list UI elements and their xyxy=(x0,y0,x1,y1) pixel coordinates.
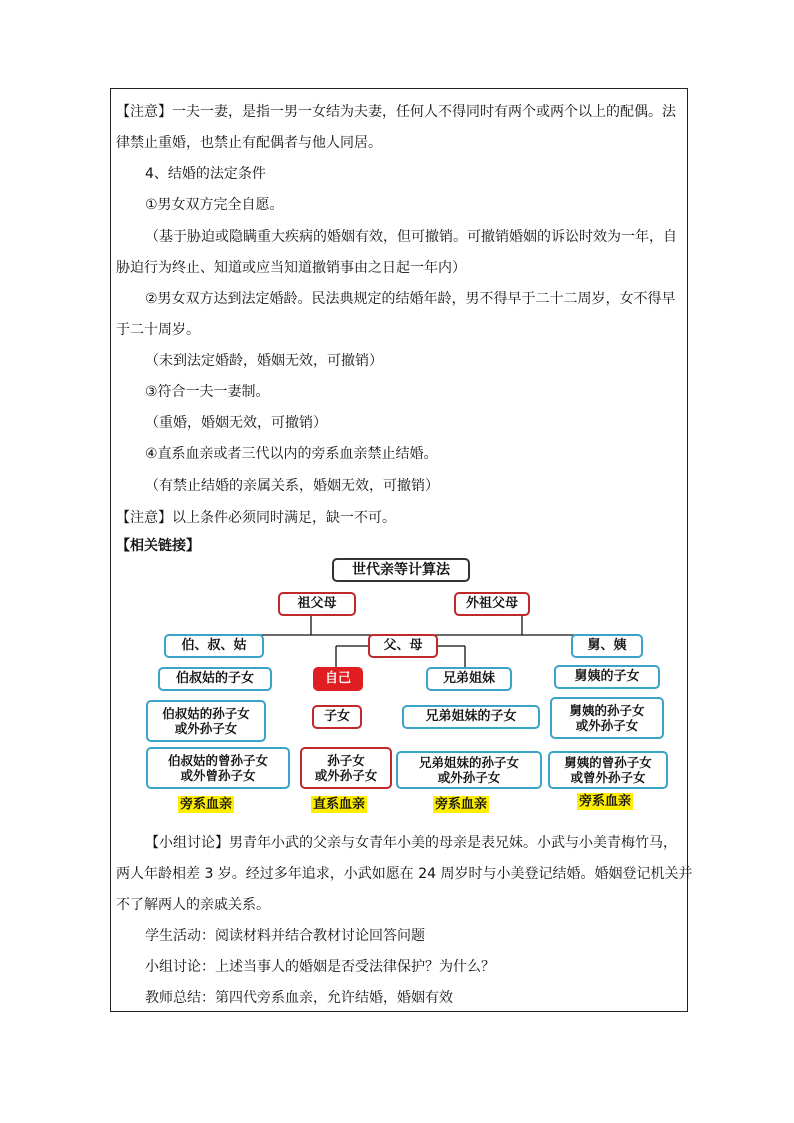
node-line: 或外孙子女 xyxy=(174,721,238,736)
node-line: 舅姨的曾孙子女 xyxy=(564,755,652,770)
maternal-cousins-node: 舅姨的子女 xyxy=(554,665,660,689)
diagram-title: 世代亲等计算法 xyxy=(332,558,470,582)
paternal-grandchildren-node xyxy=(146,700,266,742)
text-line: ②男女双方达到法定婚龄。民法典规定的结婚年龄，男不得早于二十二周岁，女不得早 xyxy=(145,291,676,307)
maternal-grandchildren-node xyxy=(550,697,664,739)
sibling-grandchildren-node xyxy=(396,751,542,789)
self-node: 自己 xyxy=(313,667,363,691)
group-discussion-case: 【小组讨论】男青年小武的父亲与女青年小美的母亲是表兄妹。小武与小美青梅竹马， xyxy=(145,835,677,851)
parents-node: 父、母 xyxy=(368,634,438,658)
paternal-uncles-aunts-node: 伯、叔、姑 xyxy=(164,634,264,658)
text-line: （重婚，婚姻无效，可撤销） xyxy=(145,415,327,431)
teacher-summary: 教师总结：第四代旁系血亲，允许结婚，婚姻有效 xyxy=(145,990,453,1006)
node-line: 舅姨的孙子女 xyxy=(569,703,645,718)
text-line: 律禁止重婚，也禁止有配偶者与他人同居。 xyxy=(116,135,382,151)
text-line: （基于胁迫或隐瞒重大疾病的婚姻有效，但可撤销。可撤销婚姻的诉讼时效为一年，自 xyxy=(145,229,677,245)
node-line: 或外孙子女 xyxy=(437,770,501,785)
lineal-label: 直系血亲 xyxy=(313,797,366,812)
children-node: 子女 xyxy=(312,705,362,729)
text-line: （未到法定婚龄，婚姻无效，可撤销） xyxy=(145,353,383,369)
text-line: 于二十周岁。 xyxy=(116,322,200,338)
node-line: 或曾外孙子女 xyxy=(570,770,646,785)
maternal-grandparents-node: 外祖父母 xyxy=(454,592,530,616)
section-heading: 4、结婚的法定条件 xyxy=(145,166,266,182)
paternal-great-grandchildren-node xyxy=(146,747,290,789)
text-line: 不了解两人的亲戚关系。 xyxy=(116,897,270,913)
collateral-label: 旁系血亲 xyxy=(579,794,632,809)
node-line: 或外曾孙子女 xyxy=(180,768,256,783)
node-line: 兄弟姐妹的孙子女 xyxy=(418,755,519,770)
related-link-heading: 【相关链接】 xyxy=(116,538,200,554)
collateral-label: 旁系血亲 xyxy=(180,797,233,812)
note-one-spouse: 【注意】一夫一妻，是指一男一女结为夫妻，任何人不得同时有两个或两个以上的配偶。法 xyxy=(116,104,676,120)
kinship-degree-diagram xyxy=(140,555,670,820)
maternal-great-grandchildren-node xyxy=(548,751,668,789)
text-line: （有禁止结婚的亲属关系，婚姻无效，可撤销） xyxy=(145,478,439,494)
text-line: ③符合一夫一妻制。 xyxy=(145,384,270,400)
student-activity: 学生活动：阅读材料并结合教材讨论回答问题 xyxy=(145,928,425,944)
collateral-label: 旁系血亲 xyxy=(435,797,488,812)
sibling-children-node: 兄弟姐妹的子女 xyxy=(402,705,540,729)
discussion-question: 小组讨论：上述当事人的婚姻是否受法律保护？为什么？ xyxy=(145,959,495,975)
node-line: 孙子女 xyxy=(327,753,365,768)
siblings-node: 兄弟姐妹 xyxy=(426,667,512,691)
note-conditions: 【注意】以上条件必须同时满足，缺一不可。 xyxy=(116,510,396,526)
grandparents-node: 祖父母 xyxy=(278,592,356,616)
node-line: 伯叔姑的孙子女 xyxy=(162,706,250,721)
node-line: 或外孙子女 xyxy=(314,768,378,783)
maternal-uncles-aunts-node: 舅、姨 xyxy=(571,634,643,658)
node-line: 伯叔姑的曾孙子女 xyxy=(167,753,268,768)
text-line: 两人年龄相差 3 岁。经过多年追求，小武如愿在 24 周岁时与小美登记结婚。婚姻登记机关并 xyxy=(116,866,693,882)
text-line: ①男女双方完全自愿。 xyxy=(145,197,284,213)
node-line: 或外孙子女 xyxy=(575,718,639,733)
grandchildren-node xyxy=(300,747,392,789)
text-line: 胁迫行为终止、知道或应当知道撤销事由之日起一年内） xyxy=(116,260,466,276)
paternal-cousins-node: 伯叔姑的子女 xyxy=(158,667,272,691)
text-line: ④直系血亲或者三代以内的旁系血亲禁止结婚。 xyxy=(145,446,438,462)
